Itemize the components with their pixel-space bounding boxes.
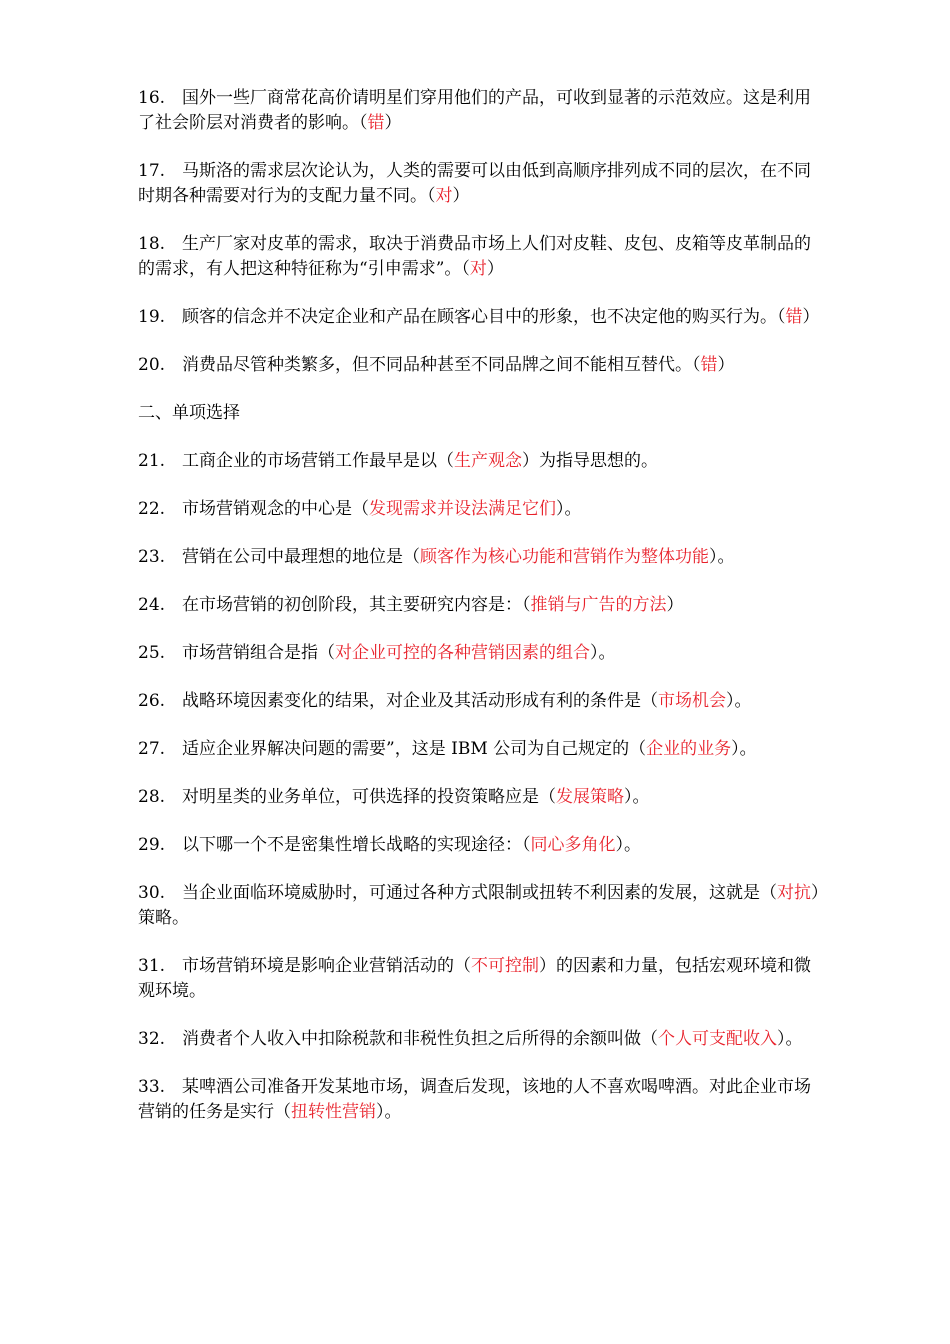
question-21	[138, 449, 828, 474]
question-text-end: ）	[486, 259, 504, 279]
question-text: 22. 市场营销观念的中心是（	[138, 499, 370, 519]
answer: 个人可支配收入	[658, 1029, 778, 1049]
question-32	[138, 1027, 828, 1052]
answer: 不可控制	[471, 956, 540, 976]
question-19	[138, 305, 828, 330]
question-16	[138, 86, 828, 136]
question-text: 27. 适应企业界解决问题的需要”，这是 IBM 公司为自己规定的（	[138, 739, 647, 759]
answer: 生产观念	[454, 451, 523, 471]
document-page	[138, 86, 828, 1148]
question-text-end: ）。	[709, 547, 735, 567]
answer: 企业的业务	[646, 739, 732, 759]
answer: 发展策略	[556, 787, 625, 807]
question-25	[138, 641, 828, 666]
section-title: 二、单项选择	[138, 403, 240, 423]
question-text: 16. 国外一些厂商常花高价请明星们穿用他们的产品，可收到显著的示范效应。这是利用了社会阶层对消费者的影响。（	[138, 88, 812, 133]
question-33	[138, 1075, 828, 1125]
answer: 错	[367, 113, 385, 133]
question-text: 26. 战略环境因素变化的结果，对企业及其活动形成有利的条件是（	[138, 691, 659, 711]
question-text: 32. 消费者个人收入中扣除税款和非税性负担之后所得的余额叫做（	[138, 1029, 659, 1049]
question-17	[138, 159, 828, 209]
question-text-end: ）。	[615, 835, 642, 855]
question-27	[138, 737, 828, 762]
question-23	[138, 545, 828, 570]
question-29	[138, 833, 828, 858]
question-28	[138, 785, 828, 810]
answer: 对企业可控的各种营销因素的组合	[335, 643, 591, 663]
question-24	[138, 593, 828, 618]
answer: 顾客作为核心功能和营销作为整体功能	[420, 547, 710, 567]
answer: 对	[469, 259, 487, 279]
question-text: 21. 工商企业的市场营销工作最早是以（	[138, 451, 455, 471]
answer: 市场机会	[658, 691, 727, 711]
question-text: 20. 消费品尽管种类繁多，但不同品种甚至不同品牌之间不能相互替代。（	[138, 355, 701, 375]
question-text: 24. 在市场营销的初创阶段，其主要研究内容是：（	[138, 595, 531, 615]
question-text: 18. 生产厂家对皮革的需求，取决于消费品市场上人们对皮鞋、皮包、皮箱等皮革制品的的需求，有人把这种特征称为“引申需求”。（	[138, 234, 812, 279]
question-26	[138, 689, 828, 714]
answer: 发现需求并设法满足它们	[369, 499, 557, 519]
question-20	[138, 353, 828, 378]
question-text-end: ）为指导思想的。	[522, 451, 659, 471]
answer: 错	[785, 307, 803, 327]
question-text-end: ）。	[376, 1102, 402, 1122]
question-text-end: ）	[384, 113, 402, 133]
question-text: 23. 营销在公司中最理想的地位是（	[138, 547, 421, 567]
answer: 对抗	[777, 883, 812, 903]
question-text: 28. 对明星类的业务单位，可供选择的投资策略应是（	[138, 787, 557, 807]
question-text-end: ）	[802, 307, 820, 327]
question-text-end: ）	[452, 186, 470, 206]
answer: 错	[700, 355, 718, 375]
answer: 扭转性营销	[291, 1102, 376, 1122]
question-text: 31. 市场营销环境是影响企业营销活动的（	[138, 956, 472, 976]
question-text-end: ）的因素和力量，包括宏观环境和微观环境。	[138, 956, 812, 1001]
question-31	[138, 954, 828, 1004]
question-text-end: ）。	[731, 739, 757, 759]
question-text-end: ）。	[726, 691, 752, 711]
question-text-end: ）策略。	[138, 883, 820, 928]
answer: 同心多角化	[530, 835, 616, 855]
answer: 对	[435, 186, 453, 206]
question-30	[138, 881, 828, 931]
question-text: 25. 市场营销组合是指（	[138, 643, 336, 663]
question-text: 19. 顾客的信念并不决定企业和产品在顾客心目中的形象，也不决定他的购买行为。（	[138, 307, 786, 327]
question-text-end: ）。	[777, 1029, 803, 1049]
question-22	[138, 497, 828, 522]
question-text-end: ）。	[556, 499, 582, 519]
question-text-end: ）。	[590, 643, 616, 663]
answer: 推销与广告的方法	[530, 595, 667, 615]
question-18	[138, 232, 828, 282]
question-text: 30. 当企业面临环境威胁时，可通过各种方式限制或扭转不利因素的发展，这就是（	[138, 883, 778, 903]
question-text-end: ）。	[624, 787, 650, 807]
question-text-end: ）	[666, 595, 684, 615]
question-text: 29. 以下哪一个不是密集性增长战略的实现途径：（	[138, 835, 531, 855]
question-text: 33. 某啤酒公司准备开发某地市场，调查后发现，该地的人不喜欢喝啤酒。对此企业市场营销的任务是实行（	[138, 1077, 812, 1122]
question-text-end: ）	[717, 355, 735, 375]
question-text: 17. 马斯洛的需求层次论认为，人类的需要可以由低到高顺序排列成不同的层次，在不同时期各种需要对行为的支配力量不同。（	[138, 161, 812, 206]
